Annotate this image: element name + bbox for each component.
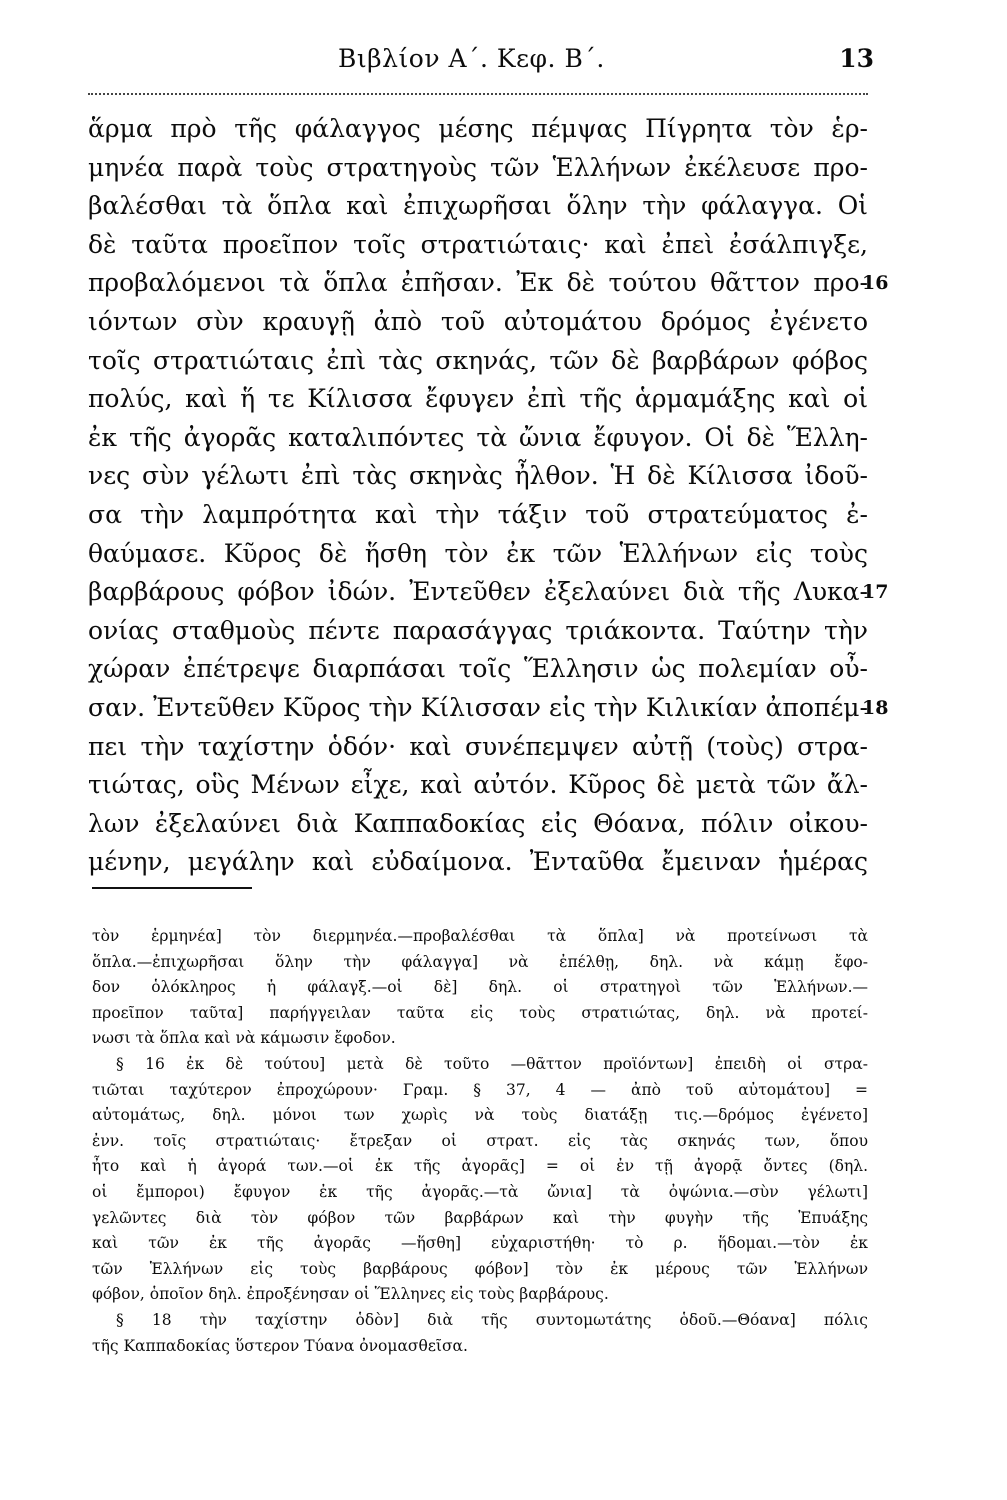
note-line: φόβον, ὁποῖον δηλ. ἐπροξένησαν οἱ Ἕλληνες εἰς τοὺς βαρβάρους. — [92, 1285, 609, 1304]
text-line: λων ἐξελαύνει διὰ Καππαδοκίας εἰς Θόανα, πόλιν οἰκου- — [88, 808, 868, 838]
note-line: τὸν ἑρμηνέα] τὸν διερμηνέα.—προβαλέσθαι τὰ ὅπλα] νὰ προτείνωσι τὰ — [92, 927, 868, 945]
text-line: τιώτας, οὓς Μένων εἶχε, καὶ αὐτόν. Κῦρος δὲ μετὰ τῶν ἄλ- — [88, 770, 868, 800]
note-line: οἱ ἔμποροι) ἔφυγον ἐκ τῆς ἀγορᾶς.—τὰ ὤνια] τὰ ὀψώνια.—σὺν γέλωτι] — [92, 1182, 868, 1201]
commentary-notes — [92, 924, 868, 1359]
text-line: πολύς, καὶ ἥ τε Κίλισσα ἔφυγεν ἐπὶ τῆς ἁρμαμάξης καὶ οἱ — [88, 384, 868, 414]
section-number-16: 16 — [862, 272, 889, 295]
note-line: ἐνν. τοῖς στρατιώταις· ἔτρεξαν οἱ στρατ. εἰς τὰς σκηνάς των, ὅπου — [92, 1131, 868, 1150]
page-number: 13 — [839, 44, 874, 73]
text-line: βαλέσθαι τὰ ὅπλα καὶ ἐπιχωρῆσαι ὅλην τὴν φάλαγγα. Οἱ — [88, 191, 868, 221]
note-line: § 16 ἐκ δὲ τούτου] μετὰ δὲ τοῦτο —θᾶττον προϊόντων] ἐπειδὴ οἱ στρα- — [116, 1054, 868, 1073]
text-line: μένην, μεγάλην καὶ εὐδαίμονα. Ἐνταῦθα ἔμειναν ἡμέρας — [88, 847, 868, 877]
section-number-17: 17 — [862, 581, 889, 604]
running-head: Βιβλίον Α΄. Κεφ. Β΄. — [338, 44, 605, 73]
text-line: σα τὴν λαμπρότητα καὶ τὴν τάξιν τοῦ στρατεύματος ἐ- — [88, 499, 868, 529]
text-line: σαν. Ἐντεῦθεν Κῦρος τὴν Κίλισσαν εἰς τὴν Κιλικίαν ἀποπέμ- 18 — [88, 689, 868, 728]
text-line: προβαλόμενοι τὰ ὅπλα ἐπῆσαν. Ἐκ δὲ τούτου θᾶττον προ- 16 — [88, 264, 868, 303]
text-line: νες σὺν γέλωτι ἐπὶ τὰς σκηνὰς ἦλθον. Ἡ δὲ Κίλισσα ἰδοῦ- — [88, 461, 868, 491]
text-line: ιόντων σὺν κραυγῇ ἀπὸ τοῦ αὐτομάτου δρόμος ἐγένετο — [88, 306, 868, 336]
note-line: γελῶντες διὰ τὸν φόβον τῶν βαρβάρων καὶ τὴν φυγὴν τῆς Ἐπυάξης — [92, 1208, 868, 1227]
section-number-18: 18 — [862, 696, 889, 719]
main-text — [88, 110, 889, 882]
text-line: χώραν ἐπέτρεψε διαρπάσαι τοῖς Ἕλλησιν ὡς πολεμίαν οὖ- — [88, 654, 868, 684]
text-line: ονίας σταθμοὺς πέντε παρασάγγας τριάκοντα. Ταύτην τὴν — [88, 615, 868, 645]
text-line: τοῖς στρατιώταις ἐπὶ τὰς σκηνάς, τῶν δὲ βαρβάρων φόβος — [88, 345, 868, 375]
note-line: § 18 τὴν ταχίστην ὁδὸν] διὰ τῆς συντομωτάτης ὁδοῦ.—Θόανα] πόλις — [116, 1310, 868, 1329]
note-line: καὶ τῶν ἐκ τῆς ἀγορᾶς —ἥσθη] εὐχαριστήθη· τὸ ρ. ἥδομαι.—τὸν ἐκ — [92, 1234, 868, 1253]
note-line: αὐτομάτως, δηλ. μόνοι των χωρὶς νὰ τοὺς διατάξῃ τις.—δρόμος ἐγένετο] — [92, 1106, 868, 1125]
text-line: μηνέα παρὰ τοὺς στρατηγοὺς τῶν Ἑλλήνων ἐκέλευσε προ- — [88, 152, 868, 182]
note-line: τῶν Ἑλλήνων εἰς τοὺς βαρβάρους φόβον] τὸν ἐκ μέρους τῶν Ἑλλήνων — [92, 1259, 868, 1278]
text-line: ἅρμα πρὸ τῆς φάλαγγος μέσης πέμψας Πίγρητα τὸν ἑρ- — [88, 114, 868, 143]
footnote-divider — [92, 887, 252, 889]
text-line: βαρβάρους φόβον ἰδών. Ἐντεῦθεν ἐξελαύνει διὰ τῆς Λυκα- 17 — [88, 573, 868, 612]
text-line: θαύμασε. Κῦρος δὲ ἥσθη τὸν ἐκ τῶν Ἑλλήνων εἰς τοὺς — [88, 538, 868, 568]
page-header — [88, 44, 874, 84]
note-line: προεῖπον ταῦτα] παρήγγειλαν ταῦτα εἰς τοὺς στρατιώτας, δηλ. νὰ προτεί- — [92, 1003, 868, 1022]
text-line: δὲ ταῦτα προεῖπον τοῖς στρατιώταις· καὶ ἐπεὶ ἐσάλπιγξε, — [88, 229, 868, 259]
note-line: νωσι τὰ ὅπλα καὶ νὰ κάμωσιν ἔφοδον. — [92, 1029, 396, 1048]
text-line: ἐκ τῆς ἀγορᾶς καταλιπόντες τὰ ὤνια ἔφυγον. Οἱ δὲ Ἕλλη- — [88, 422, 868, 452]
note-line: ὅπλα.—ἐπιχωρῆσαι ὅλην τὴν φάλαγγα] νὰ ἐπέλθῃ, δηλ. νὰ κάμῃ ἔφο- — [92, 952, 868, 971]
header-divider — [88, 93, 868, 95]
text-line: πει τὴν ταχίστην ὁδόν· καὶ συνέπεμψεν αὐτῇ (τοὺς) στρα- — [88, 731, 868, 761]
note-line: δον ὁλόκληρος ἡ φάλαγξ.—οἱ δὲ] δηλ. οἱ στρατηγοὶ τῶν Ἑλλήνων.— — [92, 978, 868, 997]
note-line: ἦτο καὶ ἡ ἀγορά των.—οἱ ἐκ τῆς ἀγορᾶς] = οἱ ἐν τῇ ἀγορᾷ ὄντες (δηλ. — [92, 1157, 868, 1176]
note-line: τῆς Καππαδοκίας ὕστερον Τύανα ὀνομασθεῖσα. — [92, 1336, 468, 1355]
note-line: τιῶται ταχύτερον ἐπροχώρουν· Γραμ. § 37, 4 — ἀπὸ τοῦ αὐτομάτου] = — [92, 1080, 868, 1099]
